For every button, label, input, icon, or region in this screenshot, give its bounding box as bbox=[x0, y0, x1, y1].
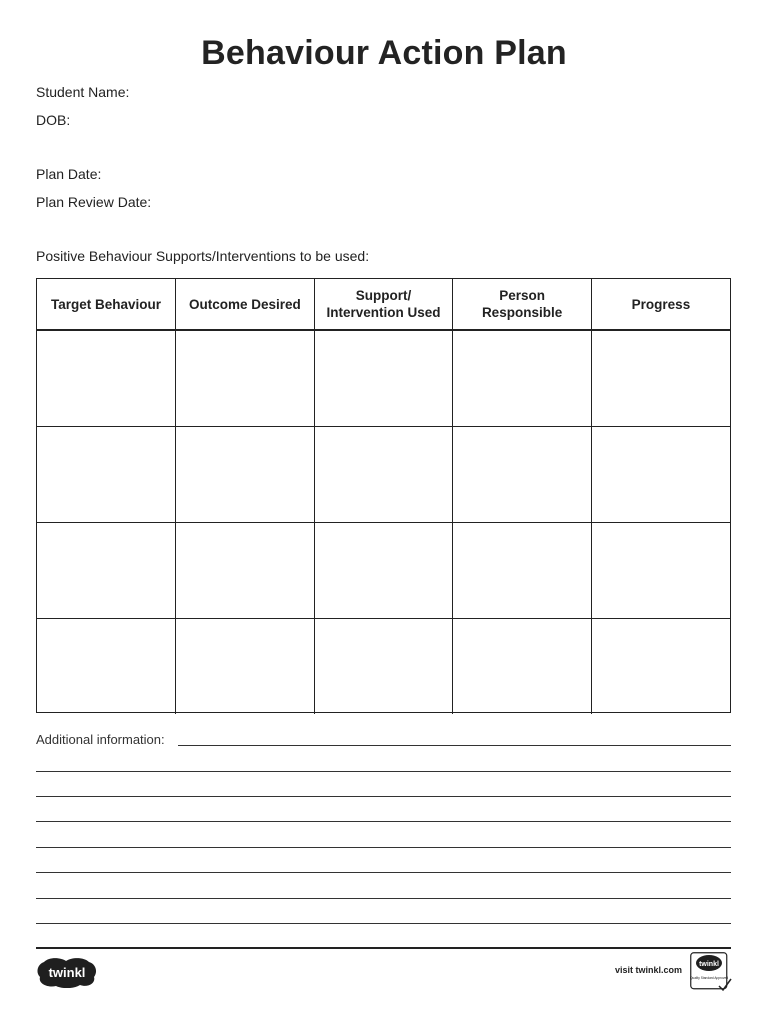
cell-support-intervention[interactable] bbox=[314, 619, 453, 715]
dob-label: DOB: bbox=[36, 112, 71, 128]
cell-outcome-desired[interactable] bbox=[176, 619, 315, 715]
cell-progress[interactable] bbox=[591, 427, 730, 523]
header-target-behaviour: Target Behaviour bbox=[37, 279, 176, 330]
footer-divider bbox=[36, 947, 731, 949]
writing-line[interactable] bbox=[36, 898, 731, 899]
cell-outcome-desired[interactable] bbox=[176, 523, 315, 619]
cell-target-behaviour[interactable] bbox=[37, 330, 176, 427]
writing-line[interactable] bbox=[36, 847, 731, 848]
cell-outcome-desired[interactable] bbox=[176, 427, 315, 523]
badge-text: Quality Standard Approved bbox=[690, 976, 729, 980]
cell-support-intervention[interactable] bbox=[314, 330, 453, 427]
additional-info-label: Additional information: bbox=[36, 732, 165, 747]
cell-progress[interactable] bbox=[591, 619, 730, 715]
cell-person-responsible[interactable] bbox=[453, 523, 592, 619]
header-person-responsible: Person Responsible bbox=[453, 279, 592, 330]
table-row bbox=[37, 330, 730, 427]
cell-target-behaviour[interactable] bbox=[37, 619, 176, 715]
cell-person-responsible[interactable] bbox=[453, 427, 592, 523]
table-row bbox=[37, 619, 730, 715]
header-outcome-desired: Outcome Desired bbox=[176, 279, 315, 330]
writing-line[interactable] bbox=[36, 923, 731, 924]
twinkl-logo-icon bbox=[36, 956, 98, 988]
cell-target-behaviour[interactable] bbox=[37, 523, 176, 619]
cell-person-responsible[interactable] bbox=[453, 330, 592, 427]
cell-target-behaviour[interactable] bbox=[37, 427, 176, 523]
supports-heading: Positive Behaviour Supports/Interventions to be used: bbox=[36, 248, 370, 264]
table-header-row bbox=[37, 279, 730, 330]
table-row bbox=[37, 427, 730, 523]
page-title: Behaviour Action Plan bbox=[201, 34, 567, 72]
cell-progress[interactable] bbox=[591, 330, 730, 427]
writing-line[interactable] bbox=[36, 771, 731, 772]
visit-website-link[interactable]: visit twinkl.com bbox=[614, 965, 682, 975]
plan-date-label: Plan Date: bbox=[36, 166, 102, 182]
additional-info-line[interactable] bbox=[178, 745, 731, 746]
cell-support-intervention[interactable] bbox=[314, 427, 453, 523]
quality-standard-badge-icon bbox=[690, 952, 732, 992]
behaviour-table bbox=[36, 278, 731, 713]
cell-support-intervention[interactable] bbox=[314, 523, 453, 619]
writing-line[interactable] bbox=[36, 872, 731, 873]
writing-line[interactable] bbox=[36, 796, 731, 797]
table-row bbox=[37, 523, 730, 619]
writing-line[interactable] bbox=[36, 821, 731, 822]
cell-person-responsible[interactable] bbox=[453, 619, 592, 715]
logo-text: twinkl bbox=[48, 965, 86, 980]
cell-outcome-desired[interactable] bbox=[176, 330, 315, 427]
header-progress: Progress bbox=[591, 279, 730, 330]
badge-logo-text: twinkl bbox=[699, 961, 719, 968]
student-name-label: Student Name: bbox=[36, 84, 130, 100]
plan-review-date-label: Plan Review Date: bbox=[36, 194, 152, 210]
header-support-intervention: Support/ Intervention Used bbox=[314, 279, 453, 330]
cell-progress[interactable] bbox=[591, 523, 730, 619]
